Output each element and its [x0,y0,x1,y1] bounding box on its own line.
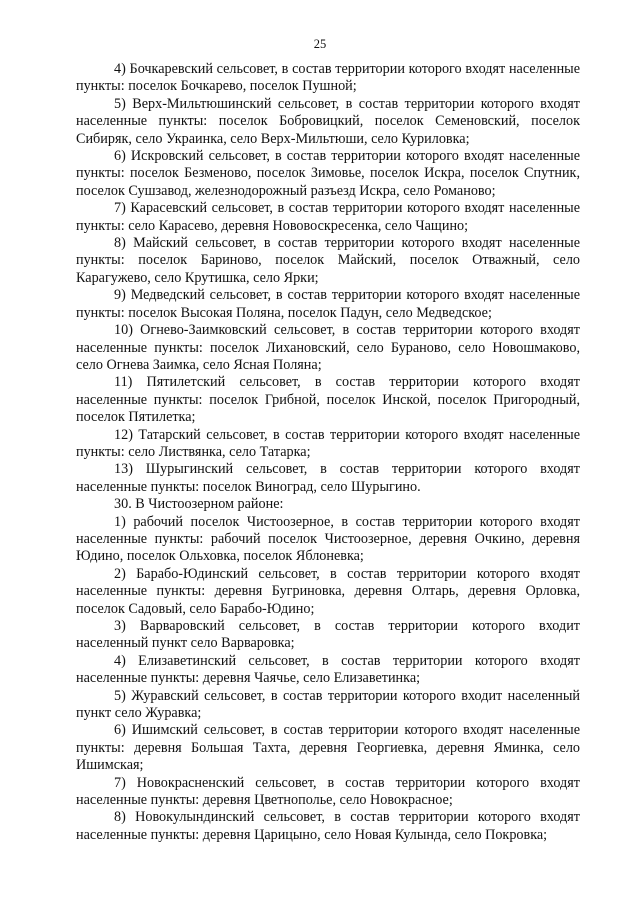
list-item: 12) Татарский сельсовет, в состав территории которого входят населенные пункты: село Листвянка, село Татарка; [76,426,580,460]
list-item: 1) рабочий поселок Чистоозерное, в состав территории которого входят населенные пункты: рабочий поселок Чистоозерное, деревня Очкино, деревня Юдино, поселок Ольховка, поселок Яблоневка; [76,513,580,565]
list-item: 5) Журавский сельсовет, в состав территории которого входит населенный пункт село Журавка; [76,687,580,722]
list-item: 2) Барабо-Юдинский сельсовет, в состав территории которого входят населенные пункты: деревня Бугриновка, деревня Олтарь, деревня Орловка, поселок Садовый, село Барабо-Юдино; [76,565,580,617]
list-item: 8) Новокулындинский сельсовет, в состав территории которого входят населенные пункты: деревня Царицыно, село Новая Кулында, село Покровка; [76,809,580,843]
list-item: 11) Пятилетский сельсовет, в состав территории которого входят населенные пункты: поселок Грибной, поселок Инской, поселок Пригородный, поселок Пятилетка; [76,374,580,426]
section-heading: 30. В Чистоозерном районе: [114,496,284,513]
list-item: 4) Бочкаревский сельсовет, в состав территории которого входят населенные пункты: поселок Бочкарево, поселок Пушной; [76,61,580,95]
list-item: 3) Варваровский сельсовет, в состав территории которого входит населенный пункт село Варваровка; [76,618,580,652]
document-body [76,61,580,844]
list-item: 13) Шурыгинский сельсовет, в состав территории которого входят населенные пункты: поселок Виноград, село Шурыгино. [76,461,580,495]
list-item: 10) Огнево-Заимковский сельсовет, в состав территории которого входят населенные пункты: поселок Лихановский, село Бураново, село Новошмаково, село Огнева Заимка, село Ясная Поляна; [76,322,580,373]
list-item: 6) Ишимский сельсовет, в состав территории которого входят населенные пункты: деревня Большая Тахта, деревня Георгиевка, деревня Яминка, село Ишимская; [76,722,580,774]
list-item: 4) Елизаветинский сельсовет, в состав территории которого входят населенные пункты: деревня Чаячье, село Елизаветинка; [76,652,580,687]
page-number: 25 [313,37,327,51]
list-item: 6) Искровский сельсовет, в состав территории которого входят населенные пункты: поселок Безменово, поселок Зимовье, поселок Искра, поселок Спутник, поселок Сушзавод, железнодорожный разъезд Искра, село Романово; [76,148,580,199]
list-item: 5) Верх-Мильтюшинский сельсовет, в состав территории которого входят населенные пункты: поселок Бобровицкий, поселок Семеновский, поселок Сибиряк, село Украинка, село Верх-Мильтюши, село Куриловка; [76,95,580,147]
list-item: 8) Майский сельсовет, в состав территории которого входят населенные пункты: поселок Бариново, поселок Майский, поселок Отважный, село Карагужево, село Крутишка, село Ярки; [76,235,580,286]
list-item: 7) Новокрасненский сельсовет, в состав территории которого входят населенные пункты: деревня Цветнополье, село Новокрасное; [76,774,580,809]
list-item: 9) Медведский сельсовет, в состав территории которого входят населенные пункты: поселок Высокая Поляна, поселок Падун, село Медведское; [76,287,580,321]
list-item: 7) Карасевский сельсовет, в состав территории которого входят населенные пункты: село Карасево, деревня Нововоскресенка, село Чащино; [76,200,580,234]
